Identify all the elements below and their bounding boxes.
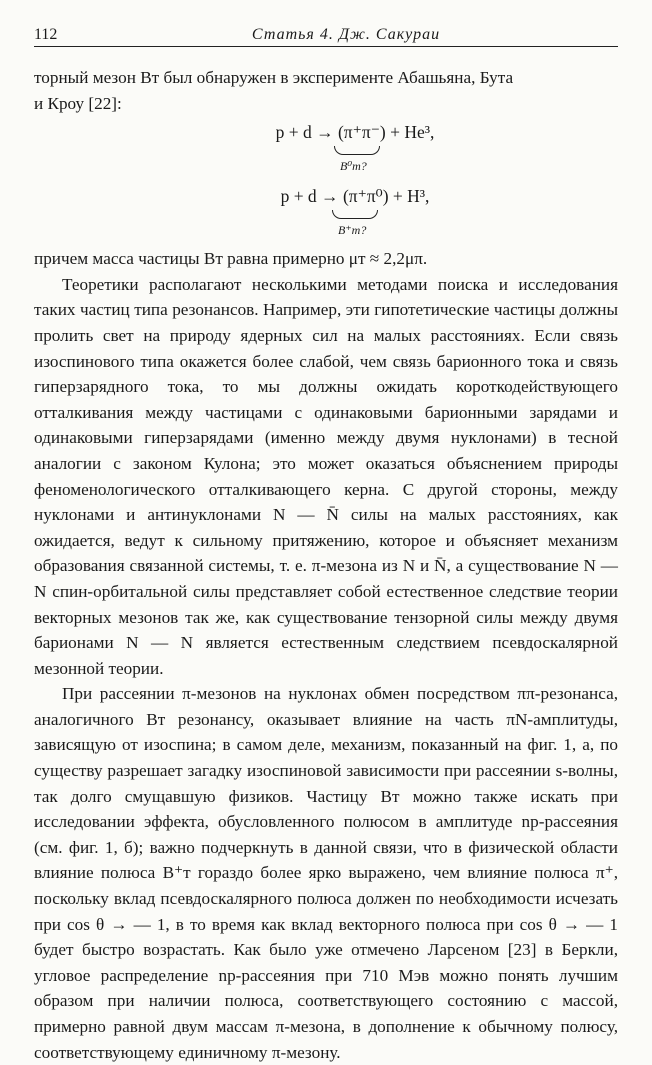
formula-1 [34,120,618,180]
formula-2-rhs: + H³, [392,186,430,207]
formula-1-lhs: p + d → [275,122,334,143]
intro-line-2: и Кроу [22]: [34,93,122,113]
intro-line-1: торный мезон Bт был обнаружен в эксперименте Абашьяна, Бута [34,68,514,87]
paragraph-1: Теоретики располагают несколькими методами поиска и исследования таких частиц типа резонансов. Например, эти гипотетические частицы должны пролить свет на природу ядерных сил на малых расстояниях. Если связь изоспинового типа окажется более слабой, чем связь барионного тока и связь гиперзарядного тока, то мы должны ожидать короткодействующего отталкивания между частицами с одинаковыми барионными зарядами и одинаковыми гиперзарядами (именно между двумя нуклонами) в тесной аналогии с законом Кулона; это может оказаться объяснением природы феноменологического отталкивающего керна. С другой стороны, между нуклонами и антинуклонами N — N̄ силы на малых расстояниях, как ожидается, ведут к сильному притяжению, которое и объясняет механизм образования связанной системы, т. е. π-мезона из N и N̄, а существование N — N спин-орбитальной силы представляет собой естественное следствие теории векторных мезонов так же, как существование тензорной силы между двумя барионами N — N является естественным следствием псевдоскалярной мезонной теории. [34,274,618,678]
book-page [34,24,618,1065]
after-formula-line: причем масса частицы Bт равна примерно μт ≈ 2,2μπ. [34,249,428,269]
formula-2-lhs: p + d → [280,186,339,207]
formula-2 [34,184,618,244]
formula-1-group: (π⁺π⁻) [337,122,386,143]
paragraph-2: При рассеянии π-мезонов на нуклонах обмен посредством ππ-резонанса, аналогичного Bт резонансу, оказывает влияние на часть πN-амплитуды, зависящую от изоспина; в самом деле, механизм, показанный на фиг. 1, а, по существу разрешает загадку изоспиновой зависимости при рассеянии s-волны, так долго смущавшую физиков. Частицу Bт можно также искать при исследовании эффекта, обусловленного полюсом в амплитуде np-рассеяния (см. фиг. 1, б); важно подчеркнуть в данной связи, что в физической области влияние полюса B⁺т гораздо более ярко выражено, чем влияние полюса π⁺, поскольку вклад псевдоскалярного полюса должен по необходимости исчезать при cos θ → — 1, в то время как вклад векторного полюса при cos θ → — 1 будет быстро возрастать. Как было уже отмечено Ларсеном [23] в Беркли, угловое распределение np-рассеяния при 710 Мэв можно понять лучшим образом при наличии полюса, соответствующего состоянию с массой, примерно равной двум массам π-мезона, в дополнение к обычному полюсу, соответствующему единичному π-мезону. [34,684,618,1062]
page-body [34,65,618,1065]
formula-1-under: B⁰т? [340,159,367,174]
formula-1-rhs: + He³, [390,122,435,143]
running-header [34,24,618,47]
formula-2-under: B⁺т? [338,223,367,238]
formula-2-group: (π⁺π⁰) [342,186,389,207]
page-number: 112 [34,26,58,43]
running-title: Статья 4. Дж. Сакураи [251,26,441,43]
